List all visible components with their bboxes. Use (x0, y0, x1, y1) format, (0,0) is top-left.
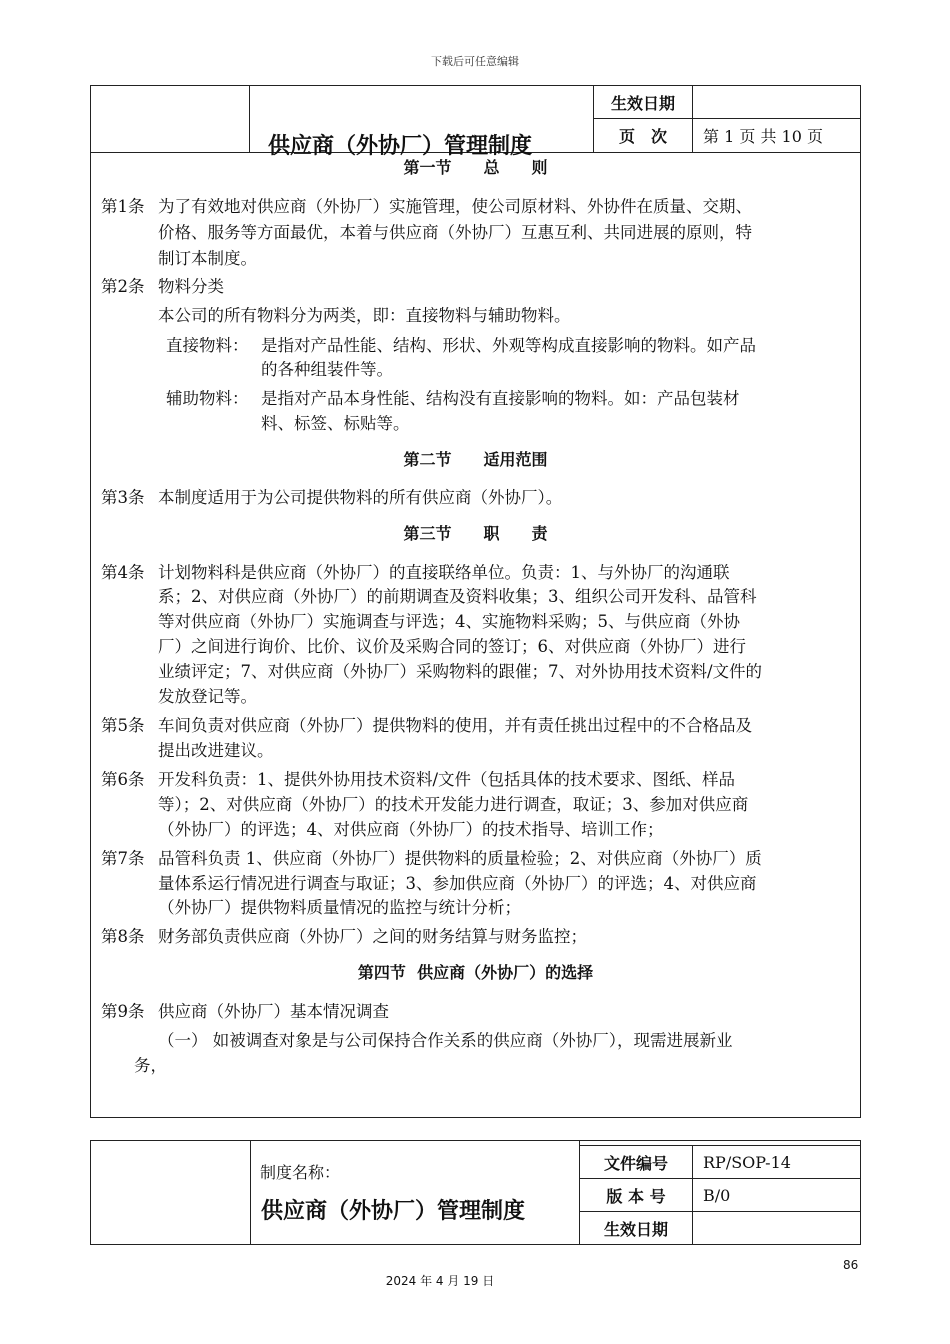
article-line: 开发科负责：1、提供外协用技术资料/文件（包括具体的技术要求、图纸、样品 (158, 770, 736, 789)
article-line: 等对供应商（外协厂）实施调查与评选；4、实施物料采购；5、与供应商（外协 (158, 612, 740, 631)
article-line: 财务部负责供应商（外协厂）之间的财务结算与财务监控； (158, 927, 587, 946)
article-label: 第7条 (101, 849, 145, 868)
article-line: 是指对产品性能、结构、形状、外观等构成直接影响的物料。如产品 (261, 336, 756, 355)
article-label: 第6条 (101, 770, 145, 789)
section-title: 第二节 适用范围 (403, 450, 548, 469)
footer-effective-date-label: 生效日期 (579, 1211, 693, 1245)
top-note: 下载后可任意编辑 (431, 55, 519, 68)
article-label: 第9条 (101, 1002, 145, 1021)
article-line: （外协厂）提供物料质量情况的监控与统计分析； (158, 898, 521, 917)
document-title: 供应商（外协厂）管理制度 (268, 134, 533, 159)
policy-name-label: 制度名称： (260, 1163, 341, 1182)
doc-number-value: RP/SOP-14 (692, 1145, 861, 1179)
article-line: 提出改进建议。 (158, 741, 274, 760)
section-title: 第三节 职 责 (403, 524, 548, 543)
article-label: 第5条 (101, 716, 145, 735)
article-line: 发放登记等。 (158, 687, 257, 706)
article-label: 第3条 (101, 488, 145, 507)
article-line: 本制度适用于为公司提供物料的所有供应商（外协厂）。 (158, 488, 563, 507)
page-value: 第 1 页 共 10 页 (692, 118, 861, 153)
article-line: 车间负责对供应商（外协厂）提供物料的使用，并有责任挑出过程中的不合格品及 (158, 716, 752, 735)
version-value: B/0 (692, 1178, 861, 1212)
article-line: 量体系运行情况进行调查与取证；3、参加供应商（外协厂）的评选；4、对供应商 (158, 874, 757, 893)
article-line: 系；2、对供应商（外协厂）的前期调查及资料收集；3、组织公司开发科、品管科 (158, 587, 757, 606)
policy-name-value: 供应商（外协厂）管理制度 (261, 1199, 526, 1224)
page-label: 页 次 (593, 118, 693, 153)
article-line: 等）；2、对供应商（外协厂）的技术开发能力进行调查，取证；3、参加对供应商 (158, 795, 749, 814)
footer-logo-cell (90, 1140, 251, 1245)
article-line: 的各种组装件等。 (261, 360, 393, 379)
article-line: 计划物料科是供应商（外协厂）的直接联络单位。负责：1、与外协厂的沟通联 (158, 563, 730, 582)
section-title: 第四节 供应商（外协厂）的选择 (357, 963, 594, 982)
article-label: 第4条 (101, 563, 145, 582)
version-label: 版 本 号 (579, 1178, 693, 1212)
article-line: 制订本制度。 (158, 249, 257, 268)
document-date: 2024 年 4 月 19 日 (385, 1274, 495, 1288)
effective-date-value (692, 85, 861, 119)
term-label: 辅助物料： (166, 389, 249, 408)
article-line: 品管科负责 1、供应商（外协厂）提供物料的质量检验；2、对供应商（外协厂）质 (158, 849, 762, 868)
article-line: 物料分类 (158, 277, 224, 296)
term-label: 直接物料： (166, 336, 249, 355)
article-label: 第2条 (101, 277, 145, 296)
page-number: 86 (843, 1258, 859, 1272)
article-line: 供应商（外协厂）基本情况调查 (158, 1002, 389, 1021)
article-line: 是指对产品本身性能、结构没有直接影响的物料。如：产品包装材 (261, 389, 740, 408)
article-line: 价格、服务等方面最优，本着与供应商（外协厂）互惠互利、共同进展的原则，特 (158, 223, 752, 242)
footer-name-cell (250, 1140, 580, 1245)
article-line: （外协厂）的评选；4、对供应商（外协厂）的技术指导、培训工作； (158, 820, 664, 839)
header-logo-cell (90, 85, 250, 153)
article-line: 务， (134, 1056, 167, 1075)
article-line: 料、标签、标贴等。 (261, 414, 410, 433)
article-line: 本公司的所有物料分为两类，即：直接物料与辅助物料。 (158, 306, 571, 325)
article-label: 第8条 (101, 927, 145, 946)
article-label: 第1条 (101, 197, 145, 216)
section-title: 第一节 总 则 (403, 158, 548, 177)
footer-effective-date-value (692, 1211, 861, 1245)
doc-number-label: 文件编号 (579, 1145, 693, 1179)
article-line: 为了有效地对供应商（外协厂）实施管理，使公司原材料、外协件在质量、交期、 (158, 197, 752, 216)
article-line: 厂）之间进行询价、比价、议价及采购合同的签订；6、对供应商（外协厂）进行 (158, 637, 746, 656)
article-line: （一） 如被调查对象是与公司保持合作关系的供应商（外协厂），现需进展新业 (158, 1031, 733, 1050)
article-line: 业绩评定；7、对供应商（外协厂）采购物料的跟催；7、对外协用技术资料/文件的 (158, 662, 763, 681)
effective-date-label: 生效日期 (593, 85, 693, 119)
